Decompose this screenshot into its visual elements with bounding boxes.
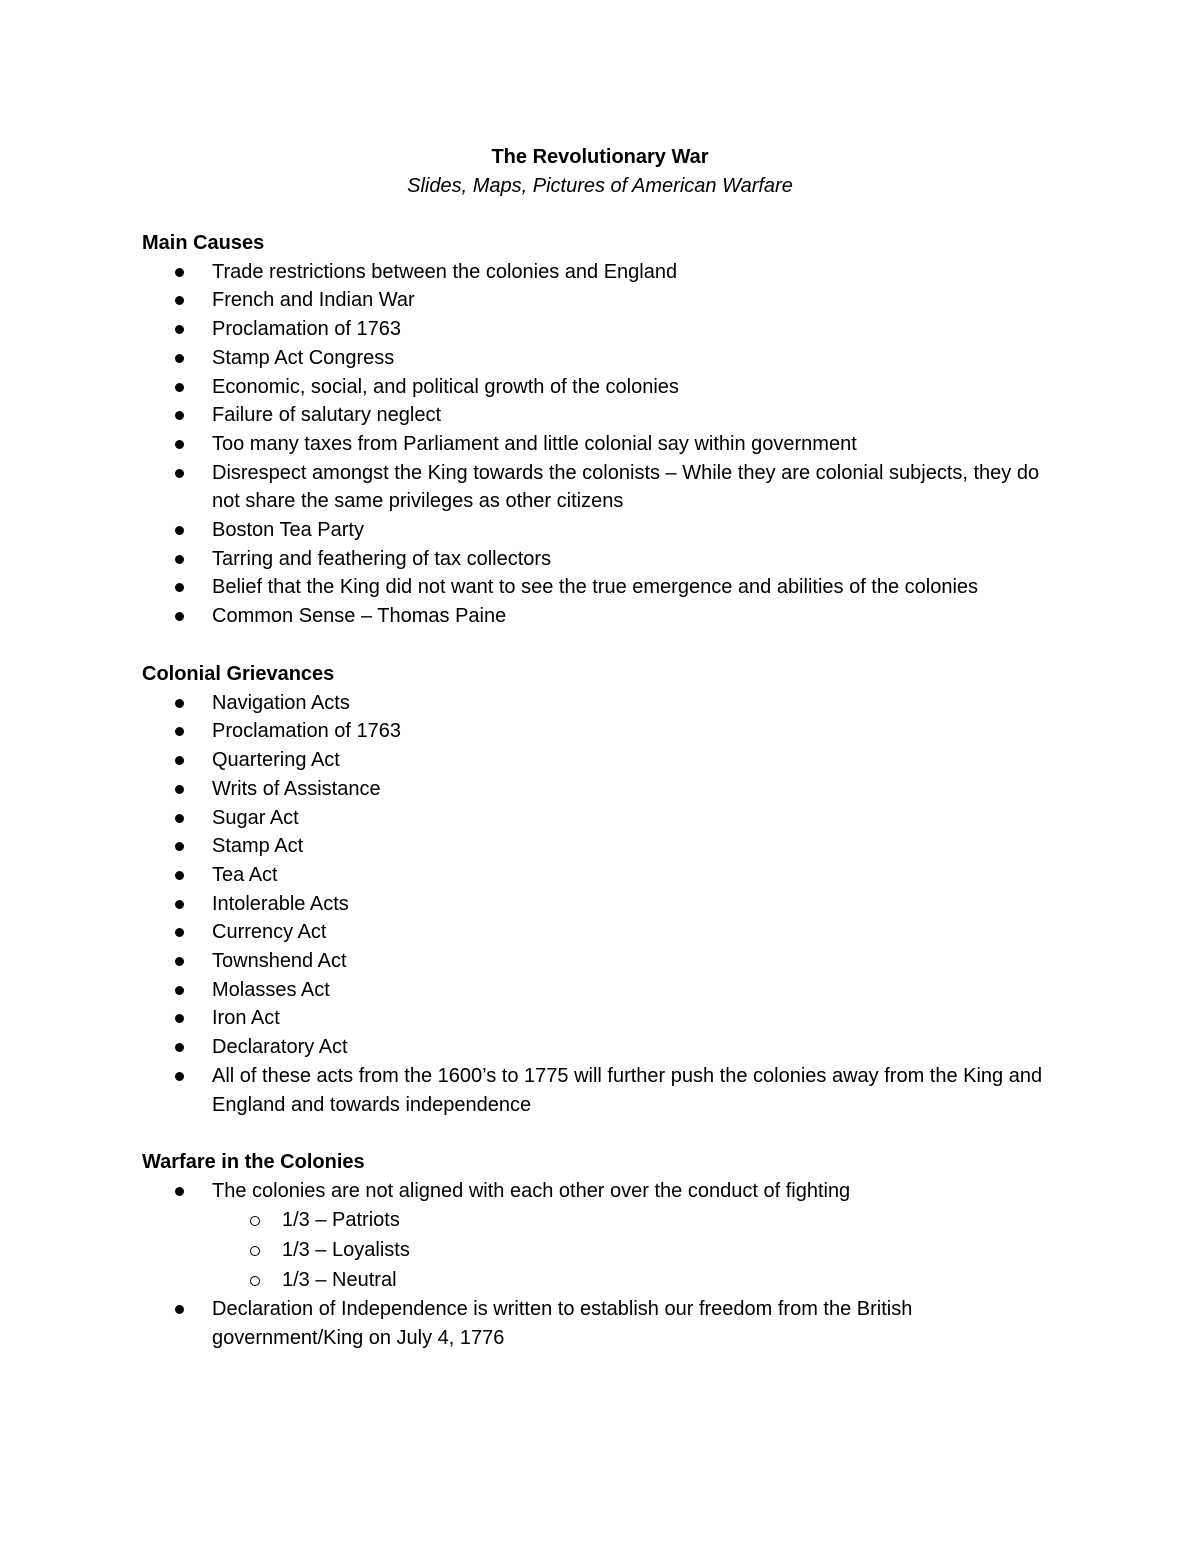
section-heading: Warfare in the Colonies: [142, 1151, 365, 1173]
list-item-text: Common Sense – Thomas Paine: [212, 605, 507, 628]
list-item-text: Tea Act: [212, 863, 278, 886]
bullet-icon: [175, 699, 184, 708]
sub-list-item: [212, 1265, 1062, 1295]
list-item: [142, 401, 1062, 430]
list-item: [142, 804, 1062, 833]
bullet-icon: [175, 727, 184, 736]
bullet-icon: [175, 555, 184, 564]
list-item: [142, 459, 1062, 516]
bullet-icon: [175, 526, 184, 535]
bullet-icon: [175, 268, 184, 277]
list-item-text: French and Indian War: [212, 289, 415, 312]
bullet-icon: [175, 871, 184, 880]
list-item: [142, 373, 1062, 402]
list-item: [142, 1177, 1062, 1296]
list-item: [142, 1062, 1062, 1119]
hollow-bullet-icon: [250, 1216, 260, 1226]
bullet-icon: [175, 1014, 184, 1023]
list-item-text: Boston Tea Party: [212, 519, 364, 542]
main-causes-list: [142, 258, 1062, 631]
bullet-icon: [175, 469, 184, 478]
list-item: [142, 861, 1062, 890]
list-item: [142, 344, 1062, 373]
bullet-icon: [175, 1043, 184, 1052]
list-item: [142, 775, 1062, 804]
list-item: [142, 430, 1062, 459]
document-title: The Revolutionary War: [491, 146, 709, 168]
warfare-sub-list: [212, 1205, 1062, 1295]
bullet-icon: [175, 1072, 184, 1081]
list-item-text: Intolerable Acts: [212, 892, 349, 915]
hollow-bullet-icon: [250, 1246, 260, 1256]
list-item: [142, 976, 1062, 1005]
bullet-icon: [175, 1187, 184, 1196]
bullet-icon: [175, 612, 184, 621]
bullet-icon: [175, 411, 184, 420]
list-item: [142, 832, 1062, 861]
list-item: [142, 516, 1062, 545]
sub-list-item: [212, 1235, 1062, 1265]
list-item: [142, 573, 1062, 602]
list-item-text: Currency Act: [212, 921, 327, 944]
bullet-icon: [175, 383, 184, 392]
section-warfare-in-colonies: [142, 1148, 1062, 1353]
bullet-icon: [175, 785, 184, 794]
list-item: [142, 890, 1062, 919]
list-item-text: Sugar Act: [212, 806, 299, 829]
bullet-icon: [175, 583, 184, 592]
list-item: [142, 1033, 1062, 1062]
list-item-text: Molasses Act: [212, 978, 330, 1001]
list-item-text: Disrespect amongst the King towards the colonists – While they are colonial subjects, they do not share the same privileges as other citizens: [212, 461, 1040, 513]
list-item-text: Quartering Act: [212, 749, 340, 772]
sub-list-item-text: 1/3 – Neutral: [282, 1269, 397, 1292]
bullet-icon: [175, 440, 184, 449]
list-item-text: Failure of salutary neglect: [212, 404, 442, 427]
list-item: [142, 717, 1062, 746]
list-item-text: Economic, social, and political growth of the colonies: [212, 375, 679, 398]
list-item-text: Trade restrictions between the colonies and England: [212, 260, 678, 283]
section-heading: Main Causes: [142, 232, 265, 254]
list-item-text: The colonies are not aligned with each other over the conduct of fighting: [212, 1179, 851, 1202]
list-item: [142, 258, 1062, 287]
list-item-text: Tarring and feathering of tax collectors: [212, 547, 552, 570]
list-item-text: Writs of Assistance: [212, 777, 381, 800]
list-item: [142, 1295, 1062, 1352]
bullet-icon: [175, 900, 184, 909]
list-item-text: Declaratory Act: [212, 1036, 348, 1059]
list-item-text: Proclamation of 1763: [212, 720, 402, 743]
list-item-text: Proclamation of 1763: [212, 318, 402, 341]
list-item-text: Stamp Act Congress: [212, 346, 395, 369]
section-main-causes: [142, 229, 1062, 631]
bullet-icon: [175, 814, 184, 823]
bullet-icon: [175, 756, 184, 765]
list-item: [142, 315, 1062, 344]
list-item-text: All of these acts from the 1600’s to 1775 will further push the colonies away from the King and England and towards independence: [212, 1064, 1043, 1116]
list-item: [142, 689, 1062, 718]
list-item-text: Iron Act: [212, 1007, 280, 1030]
list-item-text: Navigation Acts: [212, 691, 350, 714]
sub-list-item-text: 1/3 – Loyalists: [282, 1239, 410, 1262]
section-colonial-grievances: [142, 660, 1062, 1119]
bullet-icon: [175, 296, 184, 305]
list-item: [142, 746, 1062, 775]
list-item: [142, 602, 1062, 631]
list-item-text: Declaration of Independence is written to establish our freedom from the British government/King on July 4, 1776: [212, 1298, 913, 1350]
bullet-icon: [175, 325, 184, 334]
list-item-text: Belief that the King did not want to see the true emergence and abilities of the colonies: [212, 576, 979, 599]
section-heading: Colonial Grievances: [142, 663, 335, 685]
document-subtitle: Slides, Maps, Pictures of American Warfare: [407, 175, 793, 197]
hollow-bullet-icon: [250, 1276, 260, 1286]
bullet-icon: [175, 842, 184, 851]
list-item-text: Too many taxes from Parliament and little colonial say within government: [212, 432, 857, 455]
list-item: [142, 947, 1062, 976]
bullet-icon: [175, 1305, 184, 1314]
bullet-icon: [175, 957, 184, 966]
list-item: [142, 545, 1062, 574]
bullet-icon: [175, 986, 184, 995]
sub-list-item: [212, 1205, 1062, 1235]
list-item-text: Townshend Act: [212, 950, 347, 973]
list-item: [142, 918, 1062, 947]
list-item: [142, 1004, 1062, 1033]
sub-list-item-text: 1/3 – Patriots: [282, 1209, 400, 1232]
bullet-icon: [175, 928, 184, 937]
warfare-list: [142, 1177, 1062, 1353]
colonial-grievances-list: [142, 689, 1062, 1120]
bullet-icon: [175, 354, 184, 363]
list-item: [142, 286, 1062, 315]
list-item-text: Stamp Act: [212, 835, 304, 858]
